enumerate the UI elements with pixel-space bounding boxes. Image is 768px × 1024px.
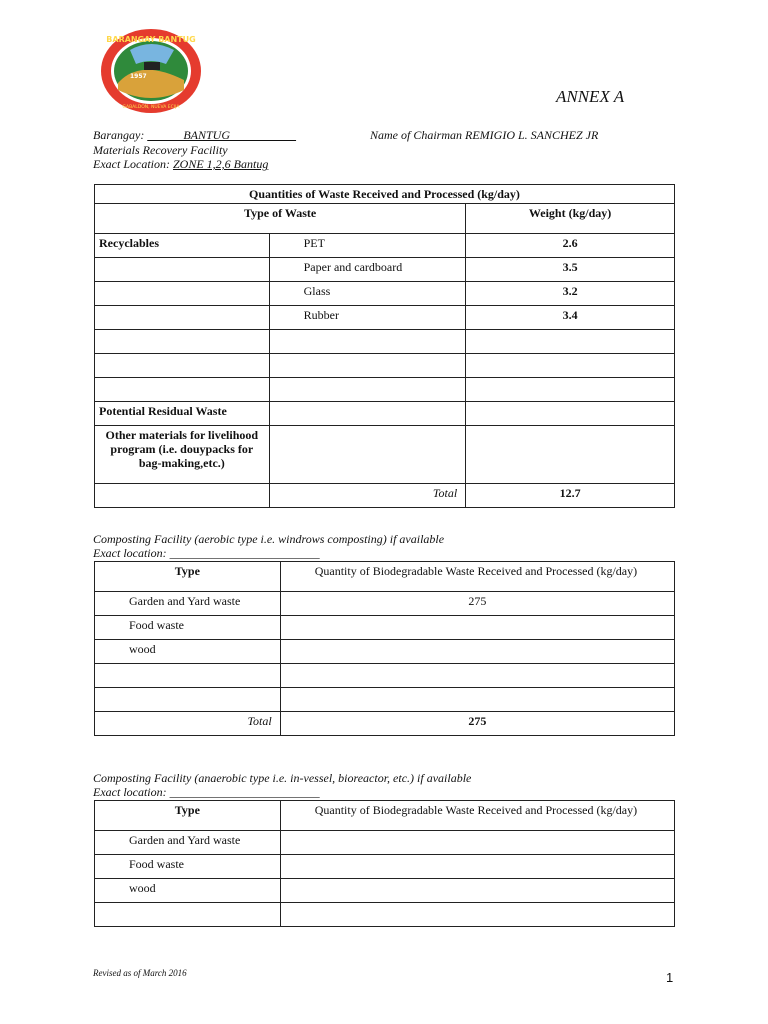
table-row (95, 354, 675, 378)
other-materials-label: Other materials for livelihood program (i.e. douypacks for bag-making,etc.) (95, 426, 270, 484)
compost-type: wood (95, 640, 281, 664)
waste-item: Glass (269, 282, 466, 306)
table-row (95, 402, 675, 426)
waste-weight: 3.5 (466, 258, 675, 282)
category-recyclables: Recyclables (95, 234, 270, 258)
table-row (95, 879, 675, 903)
empty-cell (269, 402, 466, 426)
compost-type: Garden and Yard waste (95, 592, 281, 616)
compost-quantity (280, 640, 674, 664)
empty-cell (95, 282, 270, 306)
aerobic-total-label: Total (95, 712, 281, 736)
empty-cell (280, 831, 674, 855)
col-type: Type (95, 562, 281, 592)
table-row (95, 831, 675, 855)
empty-cell (269, 354, 466, 378)
waste-item: PET (269, 234, 466, 258)
waste-weight: 3.2 (466, 282, 675, 306)
waste-weight: 3.4 (466, 306, 675, 330)
compost-type: Garden and Yard waste (95, 831, 281, 855)
col-quantity: Quantity of Biodegradable Waste Received and Processed (kg/day) (280, 801, 674, 831)
empty-cell (95, 378, 270, 402)
annex-title: ANNEX A (556, 87, 625, 106)
table-row (95, 688, 675, 712)
table-row (95, 330, 675, 354)
anaerobic-location: Exact location: _________________________ (93, 785, 320, 799)
table-row (95, 234, 675, 258)
mrf-table-title: Quantities of Waste Received and Processed (kg/day) (95, 185, 675, 204)
aerobic-total-value: 275 (280, 712, 674, 736)
empty-cell (269, 426, 466, 484)
waste-item: Paper and cardboard (269, 258, 466, 282)
col-quantity: Quantity of Biodegradable Waste Received and Processed (kg/day) (280, 562, 674, 592)
residual-waste-label: Potential Residual Waste (95, 402, 270, 426)
compost-quantity: 275 (280, 592, 674, 616)
empty-cell (95, 903, 281, 927)
compost-type: Food waste (95, 855, 281, 879)
empty-cell (466, 402, 675, 426)
waste-item: Rubber (269, 306, 466, 330)
empty-cell (95, 354, 270, 378)
mrf-total-label: Total (269, 484, 466, 508)
aerobic-composting-table (94, 561, 675, 736)
page-number: 1 (666, 970, 674, 985)
table-row (95, 616, 675, 640)
empty-cell (280, 879, 674, 903)
empty-cell (95, 688, 281, 712)
waste-weight: 2.6 (466, 234, 675, 258)
compost-quantity (280, 616, 674, 640)
mrf-total-value: 12.7 (466, 484, 675, 508)
barangay-seal-logo (100, 28, 202, 114)
barangay-value: ______BANTUG___________ (147, 128, 296, 142)
col-type-of-waste: Type of Waste (95, 204, 466, 234)
table-row (95, 640, 675, 664)
empty-cell (280, 688, 674, 712)
empty-cell (466, 378, 675, 402)
empty-cell (466, 330, 675, 354)
empty-cell (95, 664, 281, 688)
compost-type: Food waste (95, 616, 281, 640)
table-row (95, 484, 675, 508)
facility-name: Materials Recovery Facility (93, 143, 228, 157)
empty-cell (280, 855, 674, 879)
table-row (95, 378, 675, 402)
empty-cell (95, 484, 270, 508)
empty-cell (269, 378, 466, 402)
location-label: Exact Location: (93, 157, 173, 171)
table-row (95, 282, 675, 306)
empty-cell (466, 354, 675, 378)
anaerobic-composting-table (94, 800, 675, 927)
barangay-line (93, 128, 296, 142)
col-type: Type (95, 801, 281, 831)
empty-cell (95, 306, 270, 330)
empty-cell (280, 664, 674, 688)
logo-top-text: BARANGAY BANTUG (106, 35, 196, 44)
empty-cell (466, 426, 675, 484)
table-row (95, 855, 675, 879)
table-row (95, 712, 675, 736)
empty-cell (269, 330, 466, 354)
empty-cell (95, 330, 270, 354)
empty-cell (280, 903, 674, 927)
chairman-name: Name of Chairman REMIGIO L. SANCHEZ JR (370, 128, 599, 142)
empty-cell (95, 258, 270, 282)
table-row (95, 592, 675, 616)
table-row (95, 306, 675, 330)
aerobic-location: Exact location: _________________________ (93, 546, 320, 560)
location-line (93, 157, 268, 171)
mrf-quantities-table (94, 184, 675, 508)
anaerobic-caption: Composting Facility (anaerobic type i.e. in-vessel, bioreactor, etc.) if available (93, 771, 472, 785)
aerobic-caption: Composting Facility (aerobic type i.e. windrows composting) if available (93, 532, 445, 546)
col-weight: Weight (kg/day) (466, 204, 675, 234)
logo-bottom-text: GABALDON, NUEVA ECIJA (122, 105, 180, 110)
revision-note: Revised as of March 2016 (93, 968, 187, 978)
logo-year-text: 1957 (130, 73, 147, 80)
compost-type: wood (95, 879, 281, 903)
table-row (95, 426, 675, 484)
barangay-label: Barangay: (93, 128, 148, 142)
location-value: ZONE 1,2,6 Bantug (172, 157, 269, 171)
table-row (95, 664, 675, 688)
table-row (95, 903, 675, 927)
table-row (95, 258, 675, 282)
